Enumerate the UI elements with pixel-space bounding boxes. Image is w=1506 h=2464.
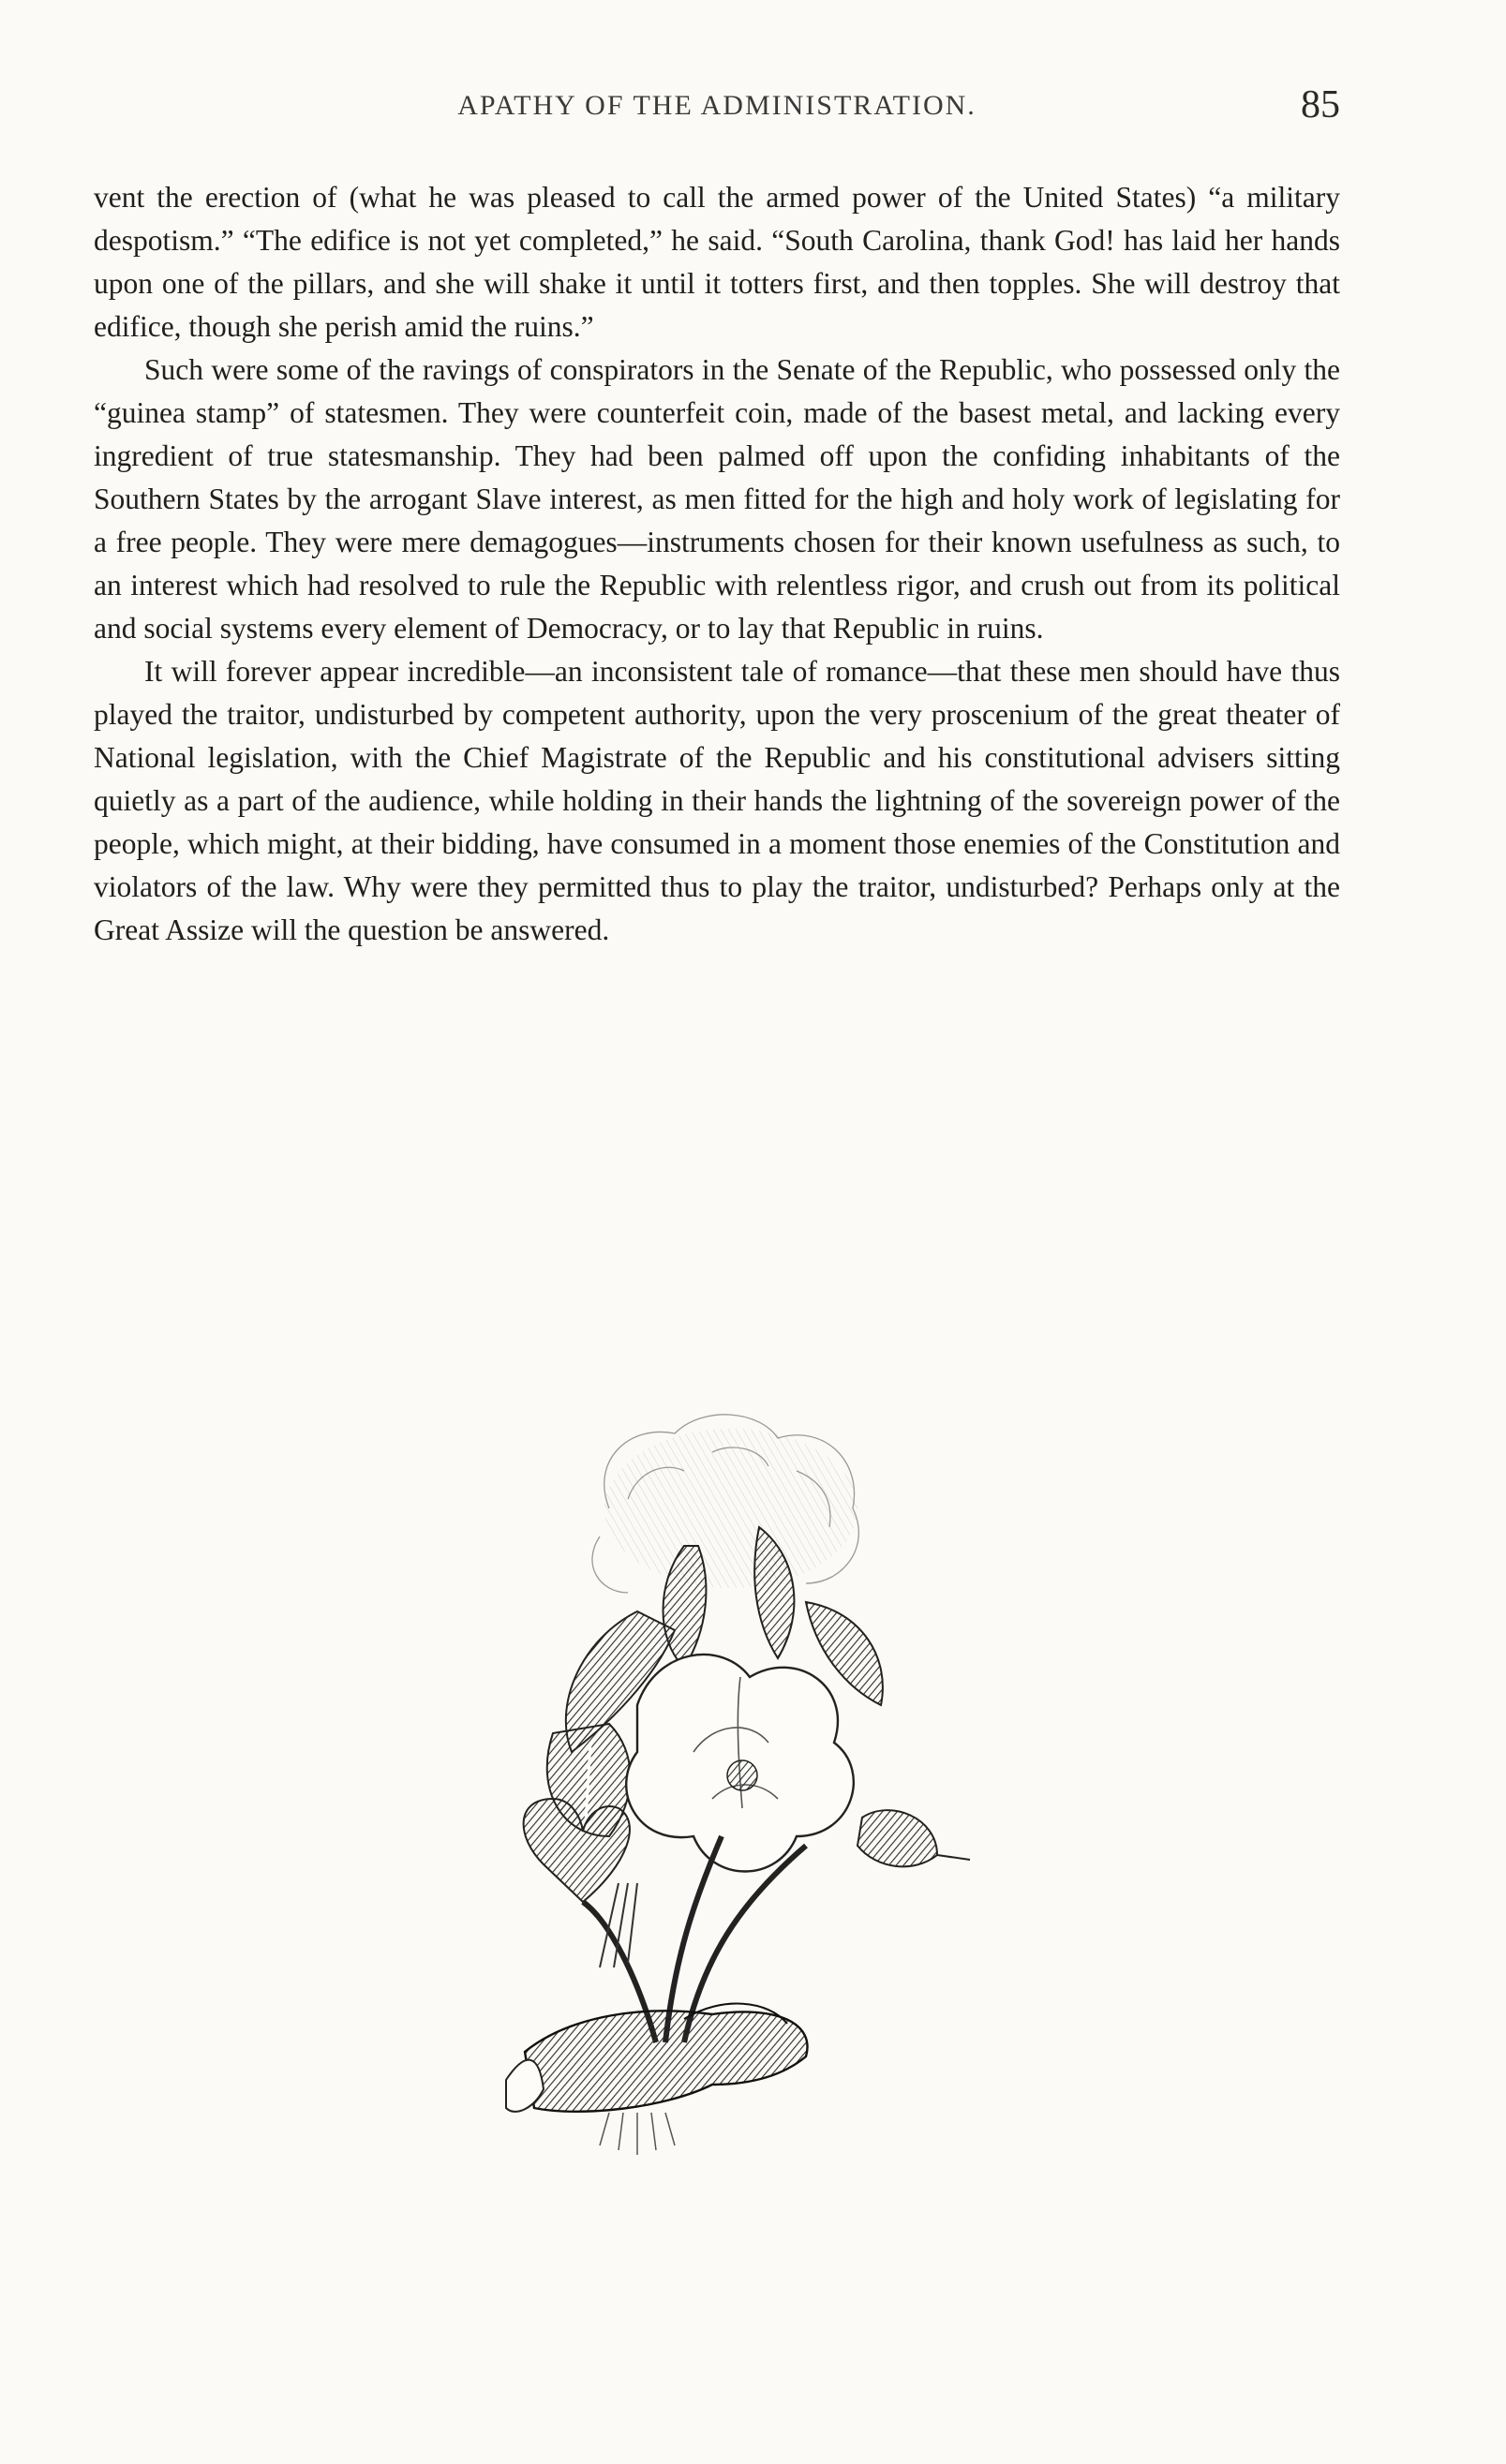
cotton-branch-in-hand-icon <box>497 1396 984 2164</box>
paragraph-continuation: vent the erection of (what he was pleased to call the armed power of the United States) “a military despotism.” “The edifice is not yet completed,” he said. “South Carolina, thank God! has laid her hands upon one of the pillars, and she will shake it until it totters first, and then topples. She will destroy that edifice, though she perish amid the ruins.” <box>94 181 1340 343</box>
page-number: 85 <box>1301 83 1340 126</box>
body-text <box>94 176 1340 952</box>
running-head: APATHY OF THE ADMINISTRATION. <box>457 90 977 121</box>
paragraph: Such were some of the ravings of conspirators in the Senate of the Republic, who possessed only the “guinea stamp” of statesmen. They were counterfeit coin, made of the basest metal, and lacking every ingredient of true statesmanship. They had been palmed off upon the confiding inhabitants of the Southern States by the arrogant Slave interest, as men fitted for the high and holy work of legislating for a free people. They were mere demagogues—instruments chosen for their known usefulness as such, to an interest which had resolved to rule the Republic with relentless rigor, and crush out from its political and social systems every element of Democracy, or to lay that Republic in ruins. <box>94 353 1340 645</box>
page-header <box>94 83 1340 137</box>
paragraph: It will forever appear incredible—an inconsistent tale of romance—that these men should have thus played the traitor, undisturbed by competent authority, upon the very proscenium of the great theater of National legislation, with the Chief Magistrate of the Republic and his constitutional advisers sitting quietly as a part of the audience, while holding in their hands the lightning of the sovereign power of the people, which might, at their bidding, have consumed in a moment those enemies of the Constitution and violators of the law. Why were they permitted thus to play the traitor, undisturbed? Perhaps only at the Great Assize will the question be answered. <box>94 655 1340 946</box>
